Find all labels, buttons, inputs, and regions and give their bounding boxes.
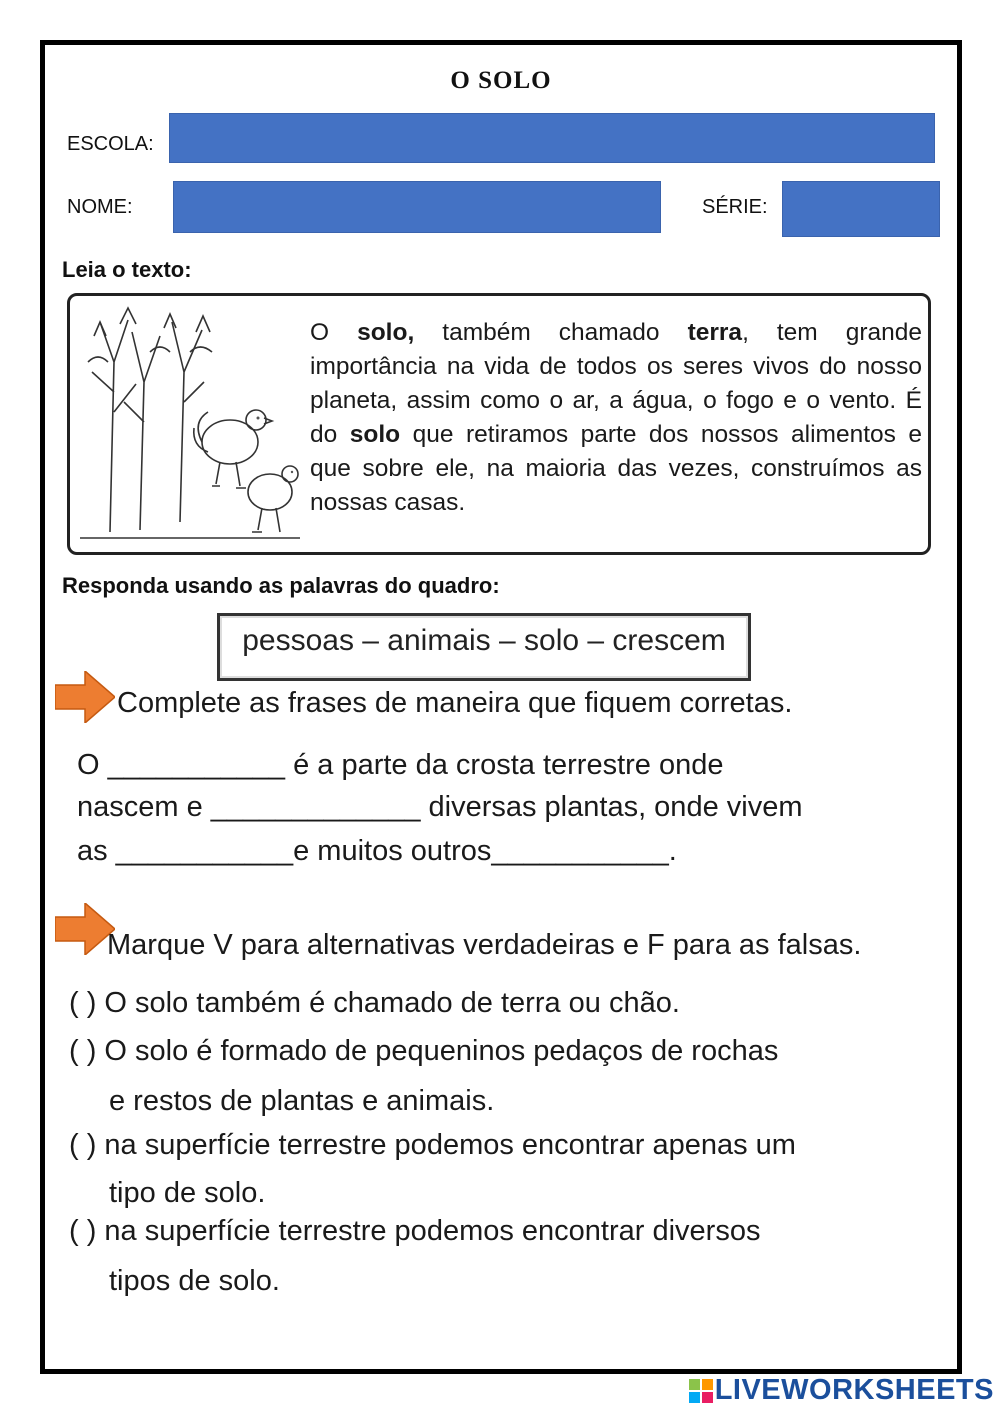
liveworksheets-logo-icon [689,1379,713,1403]
q1-line-2: nascem e _____________ diversas plantas, onde vivem [77,791,803,823]
q2-item-4-cont: tipos de solo. [109,1265,280,1297]
reading-instruction: Leia o texto: [62,257,192,282]
q2-item-3-cont: tipo de solo. [109,1177,266,1209]
q2-item-2: ( ) O solo é formado de pequeninos pedaços de rochas [69,1035,779,1067]
page-title: O SOLO [450,67,552,94]
nome-field[interactable] [173,181,661,233]
q2-item-4: ( ) na superfície terrestre podemos encontrar diversos [69,1215,761,1247]
nome-label: NOME: [67,196,133,218]
brand-text: LIVEWORKSHEETS [714,1374,994,1406]
reading-text-box [67,293,931,555]
words-instruction: Responda usando as palavras do quadro: [62,573,500,598]
word-bank-text: pessoas – animais – solo – crescem [242,624,726,657]
arrow-right-icon [55,671,115,723]
q1-line-3: as ___________e muitos outros___________. [77,835,677,867]
serie-field[interactable] [782,181,940,237]
reading-paragraph: O solo, também chamado terra, tem grande importância na vida de todos os seres vivos do nosso planeta, assim como o ar, a água, o fogo e o vento. É do solo que retiramos parte dos nossos alimentos e que sobre ele, na maioria das vezes, construímos as nossas casas. [310,319,923,516]
q2-item-2-cont: e restos de plantas e animais. [109,1085,495,1117]
escola-label: ESCOLA: [67,133,154,155]
serie-label: SÉRIE: [702,196,768,218]
escola-field[interactable] [169,113,935,163]
trees-and-chickens-illustration [80,302,300,546]
q2-item-1: ( ) O solo também é chamado de terra ou chão. [69,987,680,1019]
arrow-right-icon [55,903,115,955]
word-bank-box [217,613,751,681]
q1-line-1: O ___________ é a parte da crosta terrestre onde [77,749,724,781]
brand-watermark [689,1374,994,1407]
q2-prompt: Marque V para alternativas verdadeiras e F para as falsas. [107,929,862,961]
q1-prompt: Complete as frases de maneira que fiquem corretas. [117,687,793,719]
q2-item-3: ( ) na superfície terrestre podemos encontrar apenas um [69,1129,796,1161]
worksheet-frame [40,40,962,1374]
